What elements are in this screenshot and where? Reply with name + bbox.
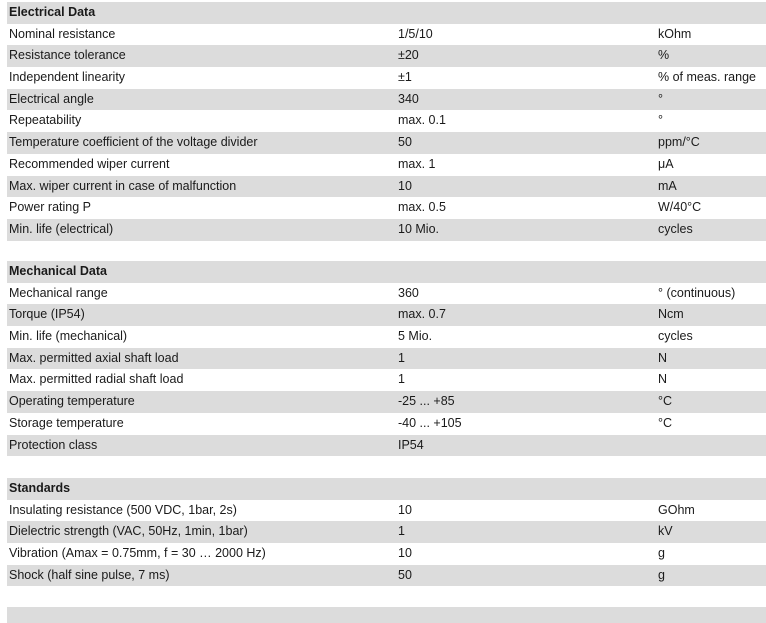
- param-name: Vibration (Amax = 0.75mm, f = 30 … 2000 Hz): [9, 546, 266, 561]
- param-unit: °C: [658, 415, 673, 430]
- param-name: Max. permitted radial shaft load: [9, 372, 184, 387]
- table-row: [7, 326, 766, 348]
- param-name: Temperature coefficient of the voltage divider: [9, 135, 258, 150]
- section-title-text: Standards: [9, 481, 71, 495]
- param-value: max. 0.1: [398, 113, 446, 128]
- param-value: 10: [398, 502, 412, 517]
- table-row: [7, 521, 766, 543]
- param-value: 1/5/10: [398, 26, 433, 41]
- section-title-text: Electrical Data: [9, 5, 96, 19]
- table-row: [7, 89, 766, 111]
- param-unit: μA: [658, 156, 674, 171]
- param-name: Repeatability: [9, 113, 82, 128]
- param-name: Min. life (mechanical): [9, 329, 128, 344]
- param-value: max. 0.5: [398, 200, 446, 215]
- table-row: [7, 176, 766, 198]
- table-row: [7, 369, 766, 391]
- param-unit: g: [658, 567, 665, 582]
- param-unit: ppm/°C: [658, 135, 700, 150]
- param-name: Electrical angle: [9, 91, 94, 106]
- param-value: 50: [398, 567, 412, 582]
- param-value: 1: [398, 372, 405, 387]
- param-value: ±20: [398, 48, 419, 63]
- param-value: 5 Mio.: [398, 329, 433, 344]
- param-name: Torque (IP54): [9, 307, 85, 322]
- param-value: max. 0.7: [398, 307, 446, 322]
- param-name: Insulating resistance (500 VDC, 1bar, 2s): [9, 502, 237, 517]
- param-name: Min. life (electrical): [9, 221, 114, 236]
- param-unit: %: [658, 48, 670, 63]
- param-unit: N: [658, 350, 668, 365]
- table-row: [7, 197, 766, 219]
- param-name: Max. permitted axial shaft load: [9, 350, 179, 365]
- table-row: [7, 543, 766, 565]
- param-value: 1: [398, 350, 405, 365]
- param-unit: °C: [658, 394, 673, 409]
- param-value: 10 Mio.: [398, 221, 439, 236]
- section-title: [7, 2, 766, 24]
- table-row: [7, 154, 766, 176]
- param-unit: kOhm: [658, 26, 692, 41]
- param-value: IP54: [398, 437, 424, 452]
- section-title: [7, 478, 766, 500]
- param-value: 50: [398, 135, 412, 150]
- table-row: [7, 435, 766, 457]
- param-value: -40 ... +105: [398, 415, 462, 430]
- param-name: Resistance tolerance: [9, 48, 126, 63]
- param-name: Operating temperature: [9, 394, 135, 409]
- section-title: [7, 261, 766, 283]
- table-row: [7, 500, 766, 522]
- param-value: ±1: [398, 70, 412, 85]
- table-row: [7, 348, 766, 370]
- param-unit: kV: [658, 524, 673, 539]
- table-row: [7, 67, 766, 89]
- table-row: [7, 219, 766, 241]
- param-name: Power rating P: [9, 200, 91, 215]
- param-unit: N: [658, 372, 668, 387]
- param-name: Shock (half sine pulse, 7 ms): [9, 567, 170, 582]
- param-unit: °: [658, 91, 663, 106]
- param-value: max. 1: [398, 156, 436, 171]
- param-name: Independent linearity: [9, 70, 126, 85]
- param-unit: °: [658, 113, 663, 128]
- section-title-text: Mechanical Data: [9, 264, 107, 278]
- param-name: Recommended wiper current: [9, 156, 170, 171]
- param-unit: Ncm: [658, 307, 684, 322]
- param-value: -25 ... +85: [398, 394, 455, 409]
- param-unit: % of meas. range: [658, 70, 756, 85]
- table-row: [7, 24, 766, 46]
- param-unit: cycles: [658, 221, 693, 236]
- param-value: 10: [398, 178, 412, 193]
- table-row: [7, 413, 766, 435]
- param-name: Max. wiper current in case of malfunction: [9, 178, 237, 193]
- table-row: [7, 283, 766, 305]
- standards-section: [7, 478, 766, 586]
- param-name: Dielectric strength (VAC, 50Hz, 1min, 1bar): [9, 524, 248, 539]
- param-value: 340: [398, 91, 419, 106]
- param-name: Nominal resistance: [9, 26, 116, 41]
- param-value: 10: [398, 546, 412, 561]
- param-unit: g: [658, 546, 665, 561]
- param-name: Storage temperature: [9, 415, 124, 430]
- table-row: [7, 45, 766, 67]
- param-unit: GOhm: [658, 502, 695, 517]
- param-unit: W/40°C: [658, 200, 702, 215]
- param-unit: mA: [658, 178, 677, 193]
- param-name: Protection class: [9, 437, 98, 452]
- table-row: [7, 110, 766, 132]
- blank-bar: [7, 607, 766, 623]
- mechanical-data-section: [7, 261, 766, 456]
- table-row: [7, 565, 766, 587]
- table-row: [7, 391, 766, 413]
- param-unit: cycles: [658, 329, 693, 344]
- table-row: [7, 304, 766, 326]
- table-row: [7, 132, 766, 154]
- param-value: 1: [398, 524, 405, 539]
- param-value: 360: [398, 285, 419, 300]
- param-name: Mechanical range: [9, 285, 108, 300]
- param-unit: ° (continuous): [658, 285, 736, 300]
- electrical-data-section: [7, 2, 766, 241]
